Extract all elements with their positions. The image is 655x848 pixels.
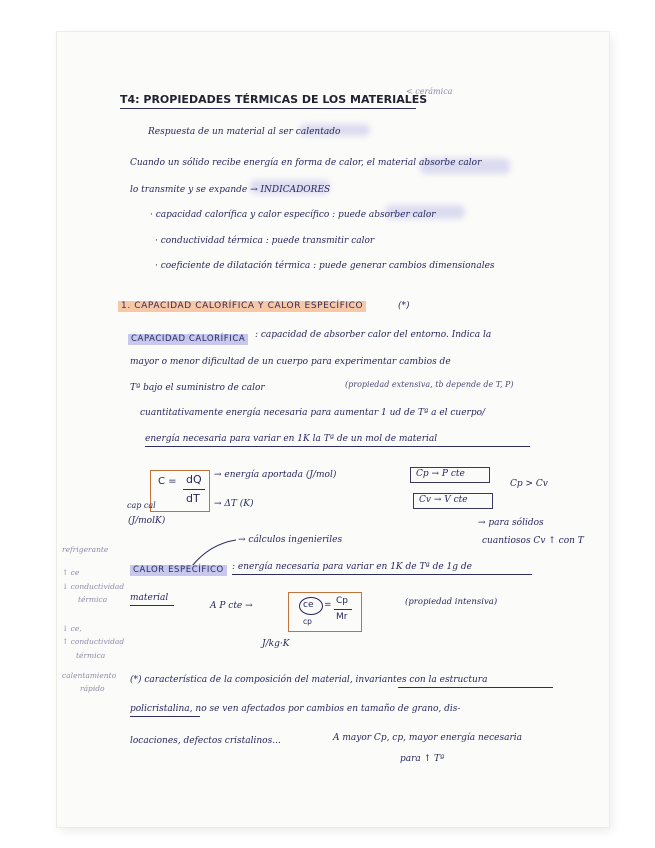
footnote-underline: [130, 716, 200, 717]
side-note: ↑ ce: [62, 568, 80, 577]
spec-note: (propiedad intensiva): [405, 597, 498, 607]
footnote-line: (*) característica de la composición del material, invariantes con la estructura: [130, 675, 488, 685]
formula-numerator: dQ: [186, 473, 202, 486]
cpcv-note-2: cuantiosos Cv ↑ con T: [482, 536, 584, 546]
spec-numerator: Cp: [336, 596, 348, 606]
footnote-line: policristalina, no se ven afectados por cambios en tamaño de grano, dis-: [130, 704, 461, 714]
cap-note: (propiedad extensiva, tb depende de T, P): [345, 380, 514, 389]
side-note: rápido: [80, 684, 105, 693]
formula-q-label: → energía aportada (J/mol): [214, 470, 337, 480]
cpcv-note-1: → para sólidos: [478, 518, 544, 528]
spec-fraction-bar: [334, 609, 352, 610]
title-note: < cerámica: [406, 87, 453, 96]
arrow-note: → cálculos ingenieriles: [238, 535, 343, 545]
spec-eq: =: [324, 600, 332, 610]
spec-formula-box: [288, 592, 362, 632]
spec-denominator: Mr: [336, 612, 348, 622]
footnote-line: para ↑ Tª: [400, 754, 445, 764]
formula-c-eq: C =: [158, 476, 177, 487]
cap-line: energía necesaria para variar en 1K la Tª de un mol de material: [145, 434, 438, 444]
capacidad-calorifica-label: CAPACIDAD CALORÍFICA: [128, 334, 248, 345]
spec-line-2: material: [130, 593, 169, 603]
cp-label: Cp → P cte: [416, 469, 465, 479]
side-note: térmica: [78, 595, 108, 604]
spec-underline: [232, 574, 532, 575]
title-underline: [120, 108, 416, 109]
side-note: calentamiento: [62, 671, 117, 680]
footnote-line: A mayor Cp, cp, mayor energía necesaria: [333, 733, 523, 743]
spec-underline-2: [130, 605, 174, 606]
calor-especifico-label: CALOR ESPECÍFICO: [130, 565, 227, 576]
cap-line: : capacidad de absorber calor del entorno. Indica la: [255, 330, 492, 340]
cap-underline: [145, 446, 530, 447]
section-heading: 1. CAPACIDAD CALORÍFICA Y CALOR ESPECÍFICO: [118, 301, 366, 312]
cap-line: Tª bajo el suministro de calor: [130, 383, 265, 393]
page-title: T4: PROPIEDADES TÉRMICAS DE LOS MATERIALES: [120, 93, 428, 106]
formula-t-label: → ΔT (K): [214, 499, 254, 509]
spec-pcte: A P cte →: [210, 601, 253, 611]
footnote-line: locaciones, defectos cristalinos...: [130, 736, 281, 746]
cap-line: cuantitativamente energía necesaria para aumentar 1 ud de Tª a el cuerpo/: [140, 408, 486, 418]
spec-unit: J/kg·K: [262, 639, 290, 649]
intro-line-2: Cuando un sólido recibe energía en forma de calor, el material absorbe calor: [130, 158, 482, 168]
intro-bullet: · coeficiente de dilatación térmica : puede generar cambios dimensionales: [155, 261, 495, 271]
side-note: térmica: [76, 651, 106, 660]
side-note: ↓ conductividad: [62, 582, 125, 591]
footnote-underline: [398, 687, 553, 688]
intro-line-3: lo transmite y se expande → INDICADORES: [130, 185, 331, 195]
intro-bullet: · capacidad calorífica y calor específico : puede absorber calor: [150, 210, 436, 220]
fraction-bar: [183, 489, 205, 490]
cp-cv-relation: Cp > Cv: [510, 479, 548, 489]
side-note: refrigerante: [62, 545, 109, 554]
spec-line: : energía necesaria para variar en 1K de Tª de 1g de: [232, 562, 472, 572]
cap-line: mayor o menor dificultad de un cuerpo para experimentar cambios de: [130, 357, 451, 367]
cv-label: Cv → V cte: [419, 495, 468, 505]
side-note: ↑ conductividad: [62, 637, 125, 646]
formula-unit: (J/molK): [128, 516, 166, 526]
intro-line-1: Respuesta de un material al ser calentado: [148, 127, 341, 137]
formula-cap-label: cap cal: [127, 501, 156, 510]
spec-ce: ce: [303, 600, 314, 610]
intro-bullet: · conductividad térmica : puede transmitir calor: [155, 236, 375, 246]
side-note: ↓ ce,: [62, 624, 82, 633]
spec-sub: cp: [303, 617, 312, 626]
formula-denominator: dT: [186, 492, 200, 505]
section-heading-mark: (*): [398, 301, 410, 311]
